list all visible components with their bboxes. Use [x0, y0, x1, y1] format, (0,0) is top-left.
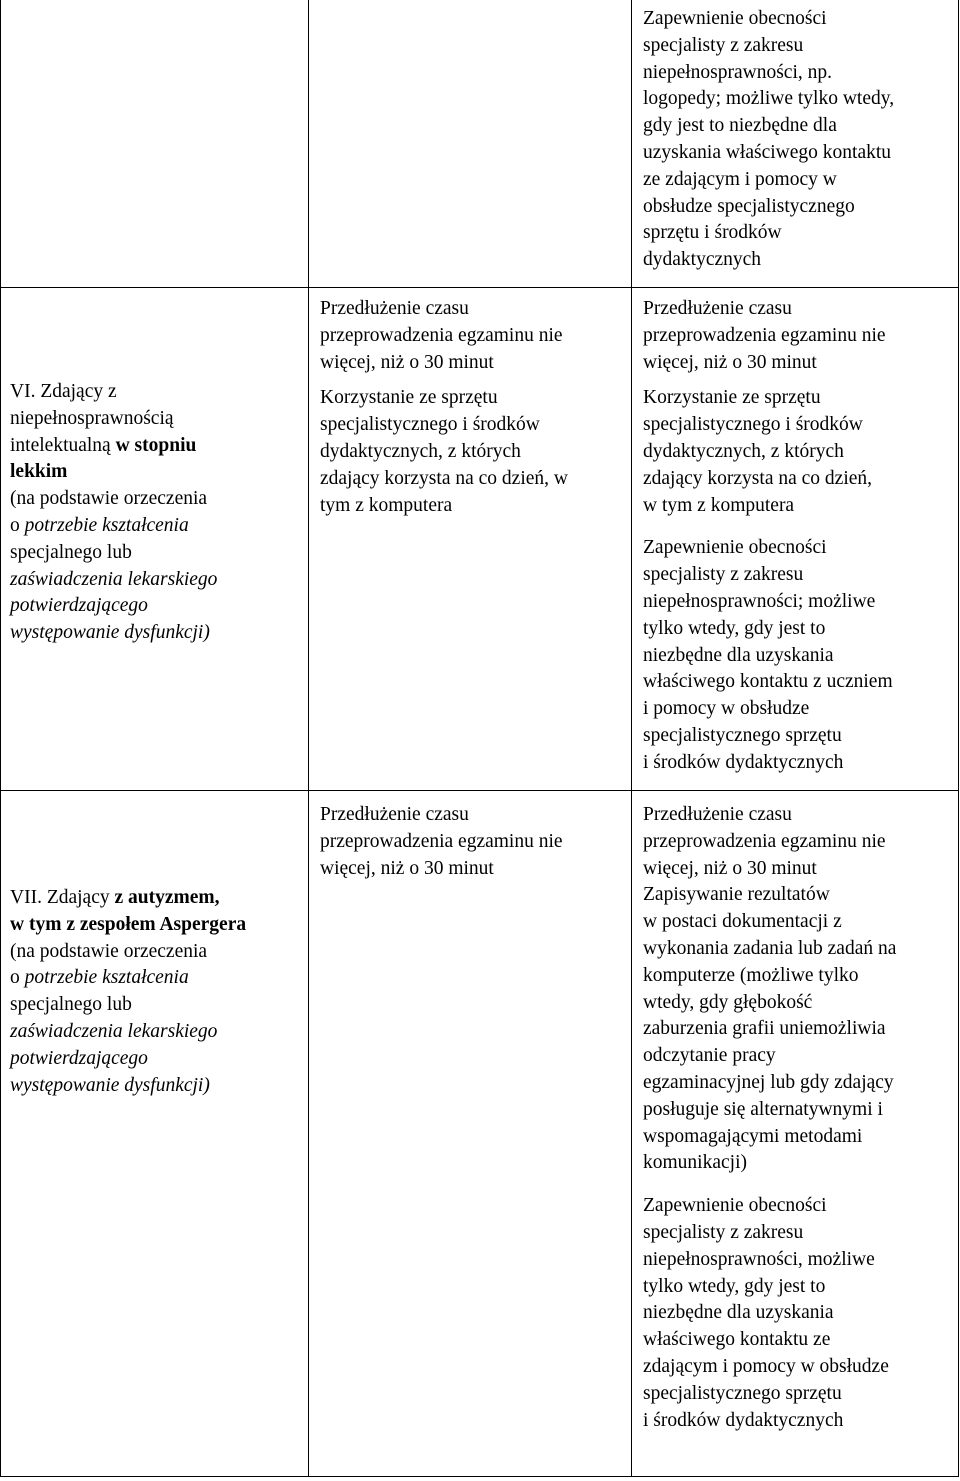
text-line: dydaktycznych, z których: [643, 440, 844, 462]
text-line: egzaminacyjnej lub gdy zdający: [643, 1071, 894, 1093]
text-line: Zapewnienie obecności: [643, 537, 827, 559]
text-line: w postaci dokumentacji z: [643, 911, 842, 933]
text-line: specjalnego lub: [10, 994, 132, 1016]
column-divider-2: [631, 0, 632, 1477]
text-line: VII. Zdający z autyzmem,: [10, 887, 220, 908]
text-line: przeprowadzenia egzaminu nie: [320, 324, 563, 346]
text-line: niepełnosprawności, np.: [643, 61, 833, 83]
text-line: ze zdającym i pomocy w: [643, 168, 837, 190]
text-line: specjalisty z zakresu: [643, 564, 804, 586]
paragraph-specialist-presence: [643, 6, 953, 274]
text-line: niepełnosprawności, możliwe: [643, 1248, 875, 1270]
text-line: tylko wtedy, gdy jest to: [643, 1275, 826, 1297]
row-vi-col2: [320, 296, 626, 519]
text-line: niezbędne dla uzyskania: [643, 644, 834, 666]
paragraph-equipment-use: [643, 385, 953, 519]
text-line: (na podstawie orzeczenia: [10, 488, 208, 510]
text-line: niepełnosprawności; możliwe: [643, 590, 876, 612]
paragraph-time-extension: [643, 296, 953, 376]
text-line: wykonania zadania lub zadań na: [643, 937, 897, 959]
text-line: specjalisty z zakresu: [643, 34, 804, 56]
text-line: (na podstawie orzeczenia: [10, 940, 208, 962]
text-line: właściwego kontaktu ze: [643, 1329, 831, 1351]
text-line: i środków dydaktycznych: [643, 1409, 844, 1431]
row-divider-2: [0, 790, 959, 791]
paragraph-time-extension: [320, 802, 626, 882]
text-line: zaburzenia grafii uniemożliwia: [643, 1018, 886, 1040]
text-line: posługuje się alternatywnymi i: [643, 1098, 883, 1120]
paragraph-time-extension: [643, 802, 953, 882]
paragraph-specialist-presence: [643, 535, 953, 776]
text-line: więcej, niż o 30 minut: [643, 351, 817, 373]
text-line: Korzystanie ze sprzętu: [643, 387, 821, 409]
text-line: Przedłużenie czasu: [643, 298, 792, 319]
row-vii-col2: [320, 802, 626, 882]
text-line: wtedy, gdy głębokość: [643, 991, 813, 1013]
paragraph-specialist-presence: [643, 1193, 953, 1434]
text-line: VI. Zdający z: [10, 381, 117, 402]
row-vii-col3: [643, 802, 953, 1434]
text-line: tym z komputera: [320, 494, 453, 516]
text-line: więcej, niż o 30 minut: [643, 857, 817, 879]
text-line: intelektualną w stopniu: [10, 434, 197, 456]
text-line: Przedłużenie czasu: [320, 804, 469, 825]
text-line: obsłudze specjalistycznego: [643, 195, 855, 217]
text-line: specjalnego lub: [10, 541, 132, 563]
text-line: odczytanie pracy: [643, 1045, 776, 1067]
table-border-left: [0, 0, 1, 1477]
table-border-bottom: [0, 1476, 959, 1477]
row-vi-category: [10, 379, 302, 647]
text-line: Korzystanie ze sprzętu: [320, 387, 498, 409]
text-line: specjalistycznego sprzętu: [643, 724, 842, 746]
text-line: Zapewnienie obecności: [643, 1195, 827, 1217]
text-line: dydaktycznych: [643, 249, 762, 271]
text-line: sprzętu i środków: [643, 222, 782, 244]
text-line: występowanie dysfunkcji): [10, 1074, 210, 1096]
paragraph-computer-recording: [643, 882, 953, 1177]
text-line: zaświadczenia lekarskiego: [10, 1020, 218, 1042]
text-line: specjalisty z zakresu: [643, 1221, 804, 1243]
row-vii-category: [10, 885, 305, 1099]
table-border-right: [958, 0, 959, 1477]
text-line: właściwego kontaktu z uczniem: [643, 671, 893, 693]
text-line: przeprowadzenia egzaminu nie: [643, 830, 886, 852]
text-line: występowanie dysfunkcji): [10, 622, 210, 644]
text-line: specjalistycznego i środków: [320, 414, 540, 436]
paragraph-equipment-use: [320, 385, 626, 519]
text-line: w tym z zespołem Aspergera: [10, 913, 247, 935]
text-line: o potrzebie kształcenia: [10, 967, 189, 989]
text-line: niepełnosprawnością: [10, 407, 174, 429]
text-line: specjalistycznego i środków: [643, 414, 863, 436]
text-line: komunikacji): [643, 1152, 747, 1174]
text-line: zdający korzysta na co dzień,: [643, 467, 873, 489]
text-line: specjalistycznego sprzętu: [643, 1382, 842, 1404]
text-line: Przedłużenie czasu: [320, 298, 469, 319]
text-line: wspomagającymi metodami: [643, 1125, 863, 1147]
text-line: i pomocy w obsłudze: [643, 698, 810, 720]
text-line: zdającym i pomocy w obsłudze: [643, 1355, 889, 1377]
column-divider-1: [308, 0, 309, 1477]
text-line: Zapewnienie obecności: [643, 8, 827, 29]
text-line: logopedy; możliwe tylko wtedy,: [643, 88, 895, 110]
top-row-col3: [643, 6, 953, 274]
text-line: lekkim: [10, 461, 68, 483]
text-line: tylko wtedy, gdy jest to: [643, 617, 826, 639]
text-line: potwierdzającego: [10, 1047, 148, 1069]
text-line: dydaktycznych, z których: [320, 440, 521, 462]
paragraph-time-extension: [320, 296, 626, 376]
text-line: gdy jest to niezbędne dla: [643, 115, 837, 137]
text-line: w tym z komputera: [643, 494, 795, 516]
text-line: o potrzebie kształcenia: [10, 514, 189, 536]
text-line: i środków dydaktycznych: [643, 751, 844, 773]
text-line: potwierdzającego: [10, 595, 148, 617]
text-line: przeprowadzenia egzaminu nie: [643, 324, 886, 346]
text-line: komputerze (możliwe tylko: [643, 964, 859, 986]
text-line: Zapisywanie rezultatów: [643, 884, 830, 906]
text-line: uzyskania właściwego kontaktu: [643, 141, 892, 163]
text-line: więcej, niż o 30 minut: [320, 857, 494, 879]
text-line: przeprowadzenia egzaminu nie: [320, 830, 563, 852]
row-vi-col3: [643, 296, 953, 777]
text-line: Przedłużenie czasu: [643, 804, 792, 825]
text-line: niezbędne dla uzyskania: [643, 1302, 834, 1324]
row-divider-1: [0, 287, 959, 288]
text-line: zdający korzysta na co dzień, w: [320, 467, 568, 489]
text-line: więcej, niż o 30 minut: [320, 351, 494, 373]
text-line: zaświadczenia lekarskiego: [10, 568, 218, 590]
